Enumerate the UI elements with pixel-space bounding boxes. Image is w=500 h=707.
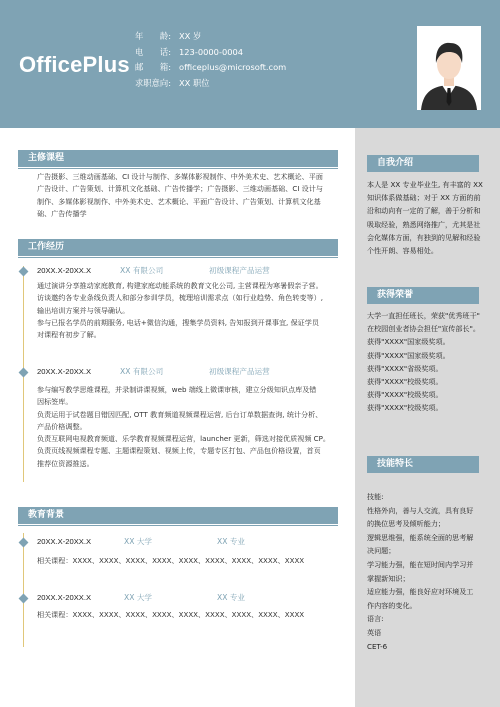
info-phone: 电 话: 123-0000-0004 [135, 46, 244, 57]
section-header-courses: 主修课程 [18, 150, 338, 167]
brand-name: OfficePlus [19, 52, 130, 77]
section-header-honors: 获得荣誉 [367, 287, 479, 304]
work-entry-2-header: 20XX.X-20XX.X XX 有限公司 初级课程产品运营 [37, 367, 270, 376]
education-entry-1-courses: 相关课程：XXXX、XXXX、XXXX、XXXX、XXXX、XXXX、XXXX、XXXX、XXXX [37, 556, 305, 565]
personal-info [135, 30, 286, 92]
info-age: 年 龄: XX 岁 [135, 31, 202, 41]
work-entry-1-description: 通过演讲分享推动家庭教育, 构建家庭动能系统的教育文化公司, 主营课程为寒暑假亲子营。 访谈邀约各专业条线负责人和部分参训学员，梳理培训需求点（如行业趋势、角色转变等）, 输出培训方案并与领导确认。 参与已报名学员的前期服务, 电话+微信沟通，搜集学员资料, 告知报到开课事宜, 保证学员 对课程有初步了解。 [37, 281, 324, 340]
person-avatar-icon [417, 26, 481, 110]
timeline-marker-icon [19, 538, 29, 548]
education-entry-2-header: 20XX.X-20XX.X XX 大学 XX 专业 [37, 593, 246, 602]
timeline-marker-icon [19, 368, 29, 378]
work-entry-2-description: 参与编写教学思维课程，并录制讲课视频，web 端线上微课审核，建立分级知识点库及错 因标签库。 负责运用于试卷题目错因匹配, OTT 教育频道视频课程运营, 后台订单数据查询, 统计分析、 产品价格调整。 负责互联网电视教育频道、乐学教育视频课程运营，launcher 更新，筛选对接优质视频 CP。 负责页线视频课程专题、主题课程策划、视频上传，专题专区打包、产品包价格设置，首页 推荐位资源推送。 [37, 385, 331, 468]
section-header-skills: 技能特长 [367, 456, 479, 473]
timeline-marker-icon [19, 594, 29, 604]
honors-list: 大学一直担任班长，荣获"优秀班干" 在校园创业者协会担任"宣传部长"。 获得"XXXX"国家级奖项。 获得"XXXX"国家级奖项。 获得"XXXX"省级奖项。 获得"XXXX"校级奖项。 获得"XXXX"校级奖项。 获得"XXXX"校级奖项。 [367, 311, 480, 413]
education-entry-1-header: 20XX.X-20XX.X XX 大学 XX 专业 [37, 537, 246, 546]
education-timeline [23, 533, 24, 647]
profile-photo [417, 26, 481, 110]
section-header-intro: 自我介绍 [367, 155, 479, 172]
info-objective: 求职意向: XX 职位 [135, 77, 210, 88]
education-entry-2-courses: 相关课程：XXXX、XXXX、XXXX、XXXX、XXXX、XXXX、XXXX、XXXX、XXXX [37, 610, 305, 619]
work-entry-1-header: 20XX.X-20XX.X XX 有限公司 初级课程产品运营 [37, 266, 270, 275]
section-header-education: 教育背景 [18, 507, 338, 524]
courses-text: 广告摄影、三维动画基础、CI 设计与制作、多媒体影视制作、中外美术史、艺术概论、平面 广告设计、广告策划、计算机文化基础、广告传播学；广告摄影、三维动画基础、CI 设计与 制作、多媒体影视制作、中外美术史、艺术概论、平面广告设计、广告策划、计算机文化基 础、广告传播学 [37, 172, 323, 218]
timeline-marker-icon [19, 267, 29, 277]
info-email: 邮 箱: officeplus@microsoft.com [135, 62, 287, 72]
intro-text: 本人是 XX 专业毕业生, 有丰富的 XX 知识体系做基础；对于 XX 方面的前 沿和动向有一定的了解，善于分析和 吸取经验，熟悉网络推广，尤其是社 会化媒体方面，有独到的见解和经验 个性开朗、容易相处。 [367, 180, 483, 256]
skills-text: 技能: 性格外向，善与人交流，具有良好 的换位思考及倾听能力； 逻辑思维强，能系统全面的思考解 决问题； 学习能力强，能在短时间内学习并 掌握新知识； 适应能力强，能良好应对环境及工 作内容的变化。 语言: 英语 CET-6 [367, 492, 474, 651]
section-header-work: 工作经历 [18, 239, 338, 256]
